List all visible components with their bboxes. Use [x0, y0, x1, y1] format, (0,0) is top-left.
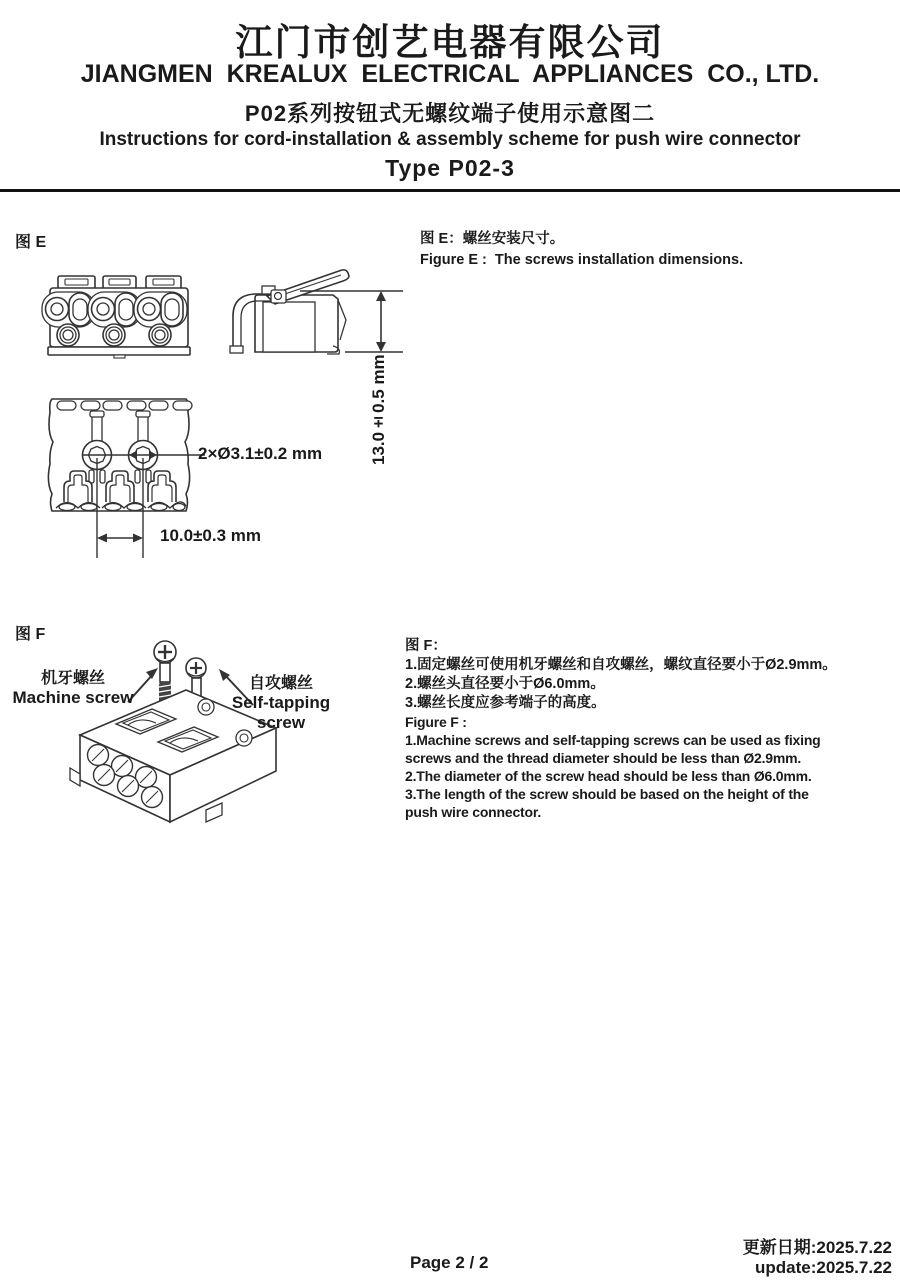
- figure-f-note: 2.螺丝头直径要小于Ø6.0mm。: [405, 676, 605, 692]
- subtitle-cn: P02系列按钮式无螺纹端子使用示意图二: [244, 101, 656, 126]
- figure-f-note: Figure F :: [405, 714, 467, 730]
- machine-screw-label: [8, 669, 138, 708]
- subtitle-en: Instructions for cord-installation & assembly scheme for push wire connector: [99, 129, 801, 150]
- update-date-en: update:2025.7.22: [754, 1258, 892, 1277]
- update-date-block: [743, 1238, 892, 1278]
- figure-f-note: 2.The diameter of the screw head should be less than Ø6.0mm.: [405, 768, 812, 784]
- figure-f-note: push wire connector.: [405, 804, 542, 820]
- figure-f-note: 3.螺丝长度应参考端子的高度。: [405, 695, 606, 711]
- company-name-cn: 江门市创艺电器有限公司: [235, 22, 665, 63]
- page-number: Page 2 / 2: [410, 1253, 489, 1272]
- header-divider: [0, 189, 900, 192]
- type-label: Type P02-3: [385, 155, 515, 181]
- figure-f-notes: [405, 637, 875, 821]
- figure-f-note: screws and the thread diameter should be less than Ø2.9mm.: [405, 750, 802, 766]
- figure-e-front-view: [42, 276, 190, 358]
- dim-hole-diameter-label: 2×Ø3.1±0.2 mm: [198, 444, 323, 463]
- machine-screw-label-en: Machine screw: [12, 688, 134, 707]
- dim-height-label: 13.0±0.5 mm: [369, 354, 388, 466]
- figure-e-caption-en: Figure E : The screws installation dimensions.: [420, 252, 744, 268]
- figure-f-note: 1.Machine screws and self-tapping screws can be used as fixing: [405, 732, 821, 748]
- self-tapping-screw-label-en: Self-tapping screw: [231, 693, 331, 732]
- self-tapping-screw-label-cn: 自攻螺丝: [248, 675, 313, 692]
- figure-e-caption-cn: 图 E：螺丝安装尺寸。: [420, 231, 565, 247]
- update-date-cn: 更新日期:2025.7.22: [742, 1238, 892, 1257]
- figure-f-note: 3.The length of the screw should be based on the height of the: [405, 786, 809, 802]
- company-name-en: JIANGMEN KREALUX ELECTRICAL APPLIANCES CO., LTD.: [80, 60, 820, 88]
- figure-f-label: 图 F: [15, 626, 46, 643]
- figure-e-label: 图 E: [15, 234, 47, 251]
- figure-f-drawing: [10, 628, 410, 873]
- figure-f-note: 图 F：: [405, 638, 447, 654]
- dim-hole-spacing-label: 10.0±0.3 mm: [160, 526, 262, 545]
- self-tapping-screw-label: [211, 674, 351, 733]
- machine-screw-label-cn: 机牙螺丝: [40, 670, 105, 687]
- figure-e-side-view: [230, 270, 403, 354]
- figure-f-note: 1.固定螺丝可使用机牙螺丝和自攻螺丝，螺纹直径要小于Ø2.9mm。: [405, 657, 837, 673]
